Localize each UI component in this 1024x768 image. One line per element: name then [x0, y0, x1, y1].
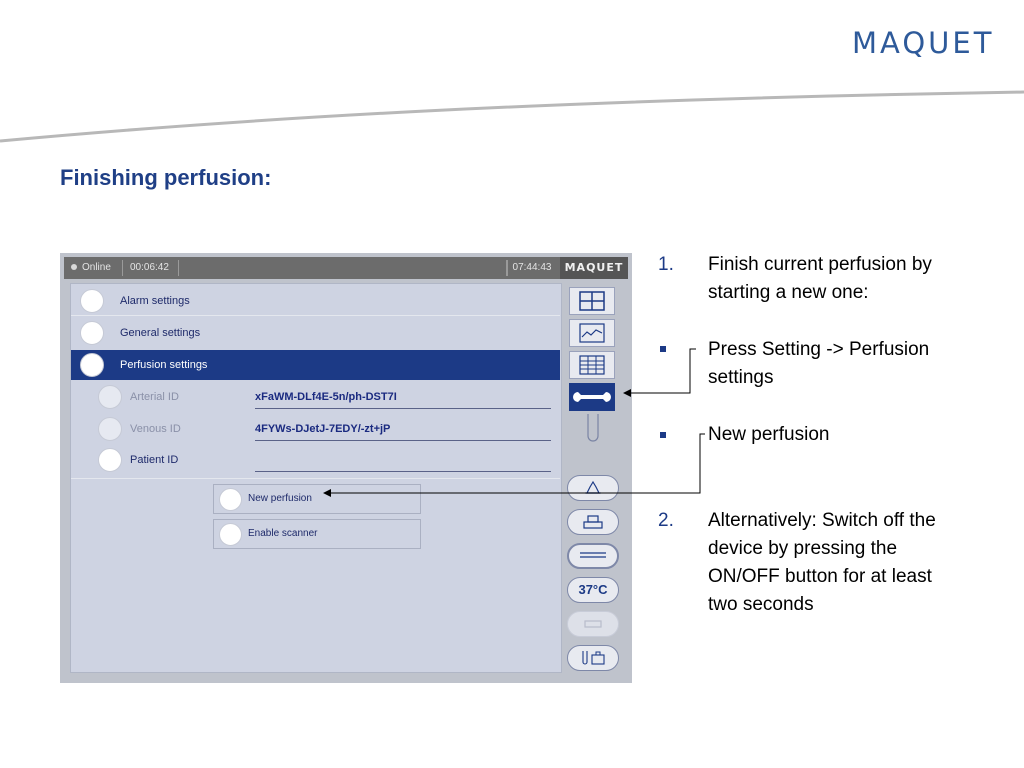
step-2-line-3: ON/OFF button for at least — [708, 566, 932, 587]
brand-logo: MAQUET — [852, 26, 995, 60]
bullet-icon — [660, 346, 666, 352]
menu-label: Alarm settings — [120, 295, 190, 307]
bullet-1 — [708, 336, 929, 392]
step-1-line-2: starting a new one: — [708, 282, 869, 303]
clock: 07:44:43 — [507, 260, 556, 276]
arrow-to-new-perfusion — [324, 434, 705, 493]
step-1-line-1: Finish current perfusion by — [708, 254, 932, 275]
venous-id-field[interactable]: 4FYWs-DJetJ-7EDY/-zt+jP — [255, 414, 551, 441]
step-2 — [658, 507, 936, 619]
arterial-id-label: Arterial ID — [130, 391, 179, 403]
elapsed-time: 00:06:42 — [124, 260, 179, 276]
venous-id-label: Venous ID — [130, 423, 181, 435]
new-perfusion-label: New perfusion — [248, 493, 312, 504]
bullet-1-line-2: settings — [708, 367, 774, 388]
step-2-line-1: Alternatively: Switch off the — [708, 510, 936, 531]
step-2-line-4: two seconds — [708, 594, 814, 615]
arterial-id-field[interactable]: xFaWM-DLf4E-5n/ph-DST7I — [255, 382, 551, 409]
slide-title: Finishing perfusion: — [60, 165, 272, 190]
bullet-icon — [660, 432, 666, 438]
step-2-line-2: device by pressing the — [708, 538, 898, 559]
patient-id-label: Patient ID — [130, 454, 179, 466]
menu-label: Perfusion settings — [120, 359, 208, 371]
temperature-label: 37°C — [578, 582, 608, 597]
bullet-2: New perfusion — [708, 424, 830, 445]
online-label: Online — [82, 262, 111, 273]
step-2-number: 2. — [658, 510, 674, 531]
enable-scanner-label: Enable scanner — [248, 528, 318, 539]
arrow-to-settings — [624, 349, 696, 393]
device-brand: MAQUET — [560, 257, 628, 279]
step-1-number: 1. — [658, 254, 674, 275]
menu-label: General settings — [120, 327, 201, 339]
bullet-1-line-1: Press Setting -> Perfusion — [708, 339, 930, 360]
step-1 — [658, 251, 932, 307]
